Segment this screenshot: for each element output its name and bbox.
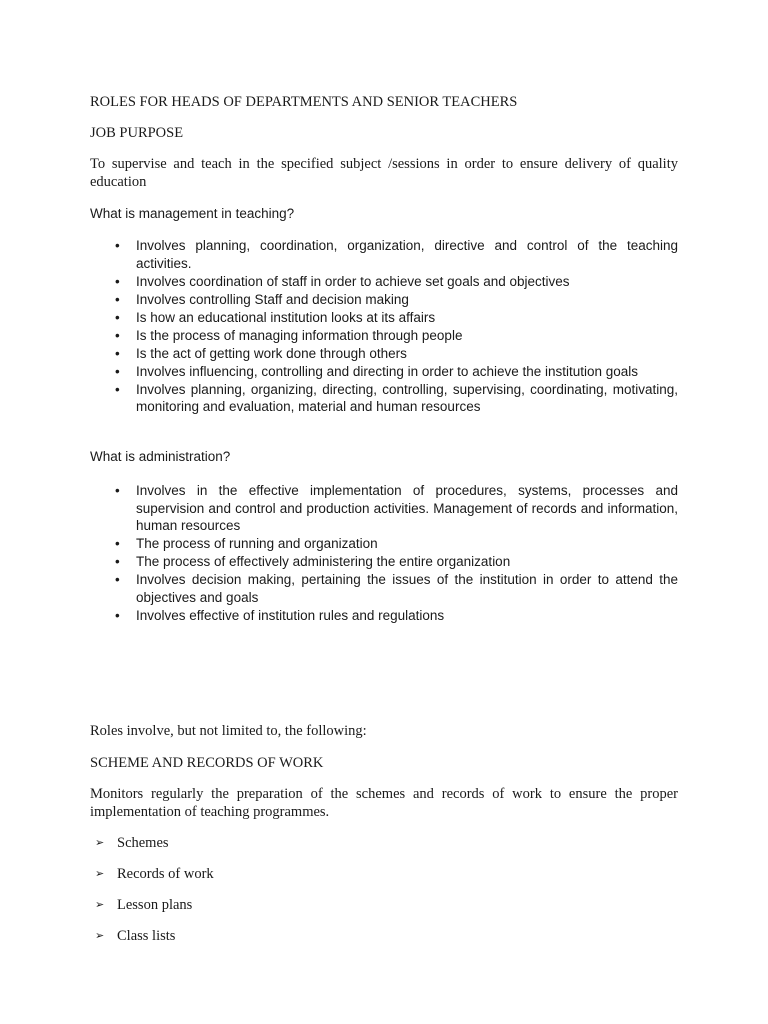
bullet-icon: • [115,309,120,325]
list-item: ➢ Class lists [95,928,176,944]
list-item: • Involves decision making, pertaining the issues of the institution in order to attend the objectives and goals [115,572,678,605]
bullet-icon: • [115,363,120,379]
list-item: ➢ Schemes [95,835,169,851]
bullet-icon: • [115,572,120,587]
list-item: • The process of running and organization [115,536,378,551]
list-item: • Involves influencing, controlling and directing in order to achieve the institution goals [115,363,639,379]
bullet-icon: • [115,345,120,361]
bullet-icon: • [115,327,120,343]
bullet-icon: • [115,483,120,498]
list-item: • Involves controlling Staff and decision making [115,291,409,307]
scheme-list [95,834,214,958]
list-item: • Is how an educational institution looks at its affairs [115,309,436,325]
arrow-bullet-icon: ➢ [95,930,105,942]
list-item: • Involves planning, coordination, organization, directive and control of the teaching activities. [115,238,678,271]
list-item: • Involves coordination of staff in order to achieve set goals and objectives [115,273,570,289]
list-item: • The process of effectively administering the entire organization [115,554,511,569]
bullet-icon: • [115,536,120,551]
bullet-icon: • [115,238,120,253]
list-item: • Is the process of managing information through people [115,327,463,343]
list-item: • Is the act of getting work done through others [115,345,407,361]
list-item: • Involves planning, organizing, directing, controlling, supervising, coordinating, motivating, monitoring and evaluation, material and human resources [115,381,678,414]
bullet-icon: • [115,273,120,289]
administration-list [90,482,678,625]
bullet-icon: • [115,554,120,569]
job-purpose-heading: JOB PURPOSE [90,125,184,141]
list-item: • Involves in the effective implementation of procedures, systems, processes and supervision and control and production activities. Management of records and information, human resources [115,483,678,533]
arrow-bullet-icon: ➢ [95,837,105,849]
scheme-text: Monitors regularly the preparation of the schemes and records of work to ensure the proper implementation of teaching programmes. [90,786,678,820]
document-title: ROLES FOR HEADS OF DEPARTMENTS AND SENIOR TEACHERS [90,94,518,110]
management-question: What is management in teaching? [90,206,295,221]
bullet-icon: • [115,381,120,397]
list-item: ➢ Records of work [95,866,214,882]
job-purpose-text: To supervise and teach in the specified subject /sessions in order to ensure delivery of quality education [90,156,678,190]
management-list [90,237,678,416]
bullet-icon: • [115,291,120,307]
administration-question: What is administration? [90,449,231,464]
bullet-icon: • [115,607,120,623]
roles-intro: Roles involve, but not limited to, the following: [90,723,367,739]
scheme-heading: SCHEME AND RECORDS OF WORK [90,755,324,771]
list-item: • Involves effective of institution rules and regulations [115,607,445,623]
arrow-bullet-icon: ➢ [95,868,105,880]
list-item: ➢ Lesson plans [95,897,193,913]
arrow-bullet-icon: ➢ [95,899,105,911]
